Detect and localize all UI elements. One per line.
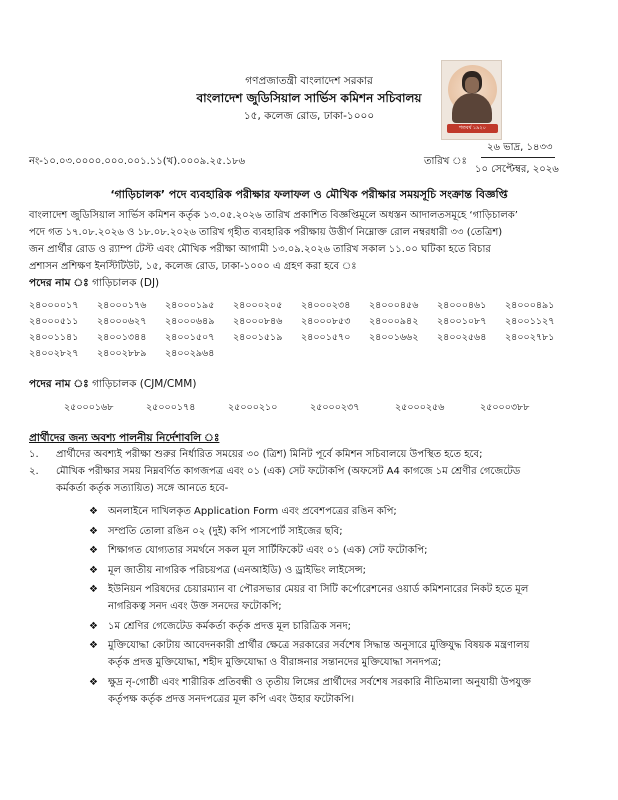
bullet-text: কর্তৃক প্রদত্ত মুক্তিযোদ্ধা, শহীদ মুক্তিযোদ্ধা ও বীরাঙ্গনার সন্তানদের মুক্তিযোদ্ধা সনদপত্র; [108, 657, 442, 668]
roll-number: ২৪০০২৭৮১ [505, 332, 555, 343]
paragraph-line: প্রশাসন প্রশিক্ষণ ইনস্টিটিউট, ১৫, কলেজ রোড, ঢাকা-১০০০ এ গ্রহণ করা হবে ঃ [29, 261, 357, 272]
roll-number: ২৪০০১০৮৭ [437, 316, 487, 327]
bullet-icon: ❖ [89, 640, 98, 651]
post-name: গাড়িচালক (CJM/CMM) [92, 378, 197, 390]
bullet-icon: ❖ [89, 545, 98, 556]
bullet-icon: ❖ [89, 621, 98, 632]
roll-number: ২৫০০০১৭৪ [146, 402, 196, 413]
logo-caption: শতবর্ষ ১৯২০ [447, 124, 498, 133]
roll-number: ২৪০০১৫১৯ [233, 332, 283, 343]
item-number: ১. [29, 449, 39, 460]
roll-number: ২৫০০০২৩৭ [310, 402, 360, 413]
roll-number: ২৪০০০০১৭ [29, 300, 79, 311]
roll-number: ২৪০০০৬৪৯ [165, 316, 215, 327]
bullet-text: ১ম শ্রেণির গেজেটেড কর্মকর্তা কর্তৃক প্রদত্ত মূল চারিত্রিক সনদ; [108, 621, 351, 632]
roll-number: ২৫০০০২৫৬ [395, 402, 445, 413]
item-number: ২. [29, 466, 39, 477]
post-title-cjm [29, 377, 196, 394]
roll-number: ২৪০০১৩৪৪ [97, 332, 147, 343]
notice-paragraph [29, 207, 569, 275]
item-text: প্রার্থীদের অবশ্যই পরীক্ষা শুরুর নির্ধারিত সময়ের ৩০ (ত্রিশ) মিনিট পূর্বে কমিশন সচিবালয়ে উপস্থিত হতে হবে; [56, 449, 483, 460]
roll-number: ২৪০০০৪৯১ [505, 300, 555, 311]
roll-number: ২৪০০২৮২৭ [29, 348, 79, 359]
item-text: কর্মকর্তা কর্তৃক সত্যায়িত) সঙ্গে আনতে হবে- [56, 483, 229, 494]
office-name: বাংলাদেশ জুডিসিয়াল সার্ভিস কমিশন সচিবালয় [196, 91, 422, 105]
date-english: ১০ সেপ্টেম্বর, ২০২৬ [475, 164, 559, 175]
roll-number: ২৪০০১৫৭০ [301, 332, 351, 343]
date-divider [481, 157, 555, 158]
item-text: মৌখিক পরীক্ষার সময় নিম্নবর্ণিত কাগজপত্র এবং ০১ (এক) সেট ফটোকপি (অফসেট A4 কাগজে ১ম শ্রেণীর গেজেটেড [56, 466, 521, 477]
paragraph-line: জন প্রার্থীর রোড ও র‌্যাম্প টেস্ট এবং মৌখিক পরীক্ষা আগামী ১৩.০৯.২০২৬ তারিখ সকাল ১১.০০ ঘটিকা হতে বিচার [29, 244, 491, 255]
paragraph-line: পদে গত ১৭.০৮.২০২৬ ও ১৮.০৮.২০২৬ তারিখ গৃহীত ব্যবহারিক পরীক্ষায় উত্তীর্ণ নিম্নোক্ত রোল নম্বরধারী ৩৩ (তেত্রিশ) [29, 227, 503, 238]
paragraph-line: বাংলাদেশ জুডিসিয়াল সার্ভিস কমিশন কর্তৃক ১৩.০৫.২০২৬ তারিখ প্রকাশিত বিজ্ঞপ্তিমূলে অধস্তন আদালতসমূহে ‘গাড়িচালক’ [29, 210, 518, 221]
bullet-text: শিক্ষাগত যোগ্যতার সমর্থনে সকল মূল সার্টিফিকেট এবং ০১ (এক) সেট ফটোকপি; [108, 545, 428, 556]
bullet-text: মূল জাতীয় নাগরিক পরিচয়পত্র (এনআইডি) ও ড্রাইভিং লাইসেন্স; [108, 565, 366, 576]
bullet-text: মুক্তিযোদ্ধা কোটায় আবেদনকারী প্রার্থীর ক্ষেত্রে সরকারের সর্বশেষ সিদ্ধান্ত অনুসারে মুক্তিযুদ্ধ বিষয়ক মন্ত্রণালয় [108, 640, 530, 651]
roll-number: ২৪০০০৮৫৩ [301, 316, 351, 327]
roll-number: ২৪০০০৮৪৬ [233, 316, 283, 327]
roll-number: ২৪০০১৫০৭ [165, 332, 215, 343]
post-name: গাড়িচালক (DJ) [92, 277, 160, 289]
bullet-text: ক্ষুদ্র নৃ-গোষ্ঠী এবং শারীরিক প্রতিবন্ধী ও তৃতীয় লিঙ্গের প্রার্থীদের সর্বশেষ সরকারি নীতিমালা অনুযায়ী উপযুক্ত [108, 677, 531, 688]
post-label: পদের নাম ঃ [29, 378, 89, 390]
roll-number: ২৪০০১১২৭ [505, 316, 555, 327]
bullet-icon: ❖ [89, 565, 98, 576]
roll-number: ২৪০০১৬৬২ [369, 332, 419, 343]
roll-number: ২৪০০০২৩৪ [301, 300, 351, 311]
roll-number: ২৪০০২৯৬৪ [165, 348, 215, 359]
roll-number: ২৪০০০২০৫ [233, 300, 283, 311]
memo-number: নং-১০.০৩.০০০০.০০০.০০১.১১(খ).০০০৯.২৫.১৮৬ [29, 156, 246, 167]
date-label: তারিখ ঃ [424, 156, 467, 167]
roll-number: ২৪০০২৫৬৪ [437, 332, 487, 343]
roll-number: ২৪০০০১৭৬ [97, 300, 147, 311]
bullet-text: নাগরিকত্ব সনদ এবং উক্ত সনদের ফটোকপি; [108, 601, 282, 612]
roll-number: ২৪০০০৪৬১ [437, 300, 487, 311]
office-address: ১৫, কলেজ রোড, ঢাকা-১০০০ [243, 110, 375, 122]
instructions-title: প্রার্থীদের জন্য অবশ্য পালনীয় নির্দেশাবলি ঃ [29, 432, 220, 444]
bullet-icon: ❖ [89, 677, 98, 688]
post-label: পদের নাম ঃ [29, 277, 89, 289]
portrait-logo [441, 60, 502, 140]
government-name: গণপ্রজাতন্ত্রী বাংলাদেশ সরকার [245, 75, 373, 87]
roll-number: ২৫০০০২১০ [228, 402, 278, 413]
roll-number: ২৪০০০৬২৭ [97, 316, 147, 327]
bullet-text: অনলাইনে দাখিলকৃত Application Form এবং প্রবেশপত্রের রঙিন কপি; [108, 506, 397, 517]
notice-title: ‘গাড়িচালক’ পদে ব্যবহারিক পরীক্ষার ফলাফল ও মৌখিক পরীক্ষার সময়সূচি সংক্রান্ত বিজ্ঞপ্তি [110, 188, 508, 201]
bullet-text: কর্তৃপক্ষ কর্তৃক প্রদত্ত সনদপত্রের মূল কপি এবং উহার ফটোকপি। [108, 694, 355, 705]
roll-number: ২৪০০০৪৫৬ [369, 300, 419, 311]
roll-number: ২৪০০২৮৮৯ [97, 348, 147, 359]
post-title-dj [29, 276, 159, 293]
bullet-icon: ❖ [89, 584, 98, 595]
roll-number: ২৪০০০১৯৫ [165, 300, 215, 311]
roll-number: ২৫০০০১৬৮ [64, 402, 114, 413]
bullet-text: ইউনিয়ন পরিষদের চেয়ারম্যান বা পৌরসভার মেয়র বা সিটি কর্পোরেশনের ওয়ার্ড কমিশনারের নিকট হতে মূল [108, 584, 529, 595]
bullet-icon: ❖ [89, 506, 98, 517]
roll-number: ২৪০০০৯৪২ [369, 316, 419, 327]
roll-number: ২৪০০১১৪১ [29, 332, 79, 343]
roll-number: ২৪০০০৫১১ [29, 316, 79, 327]
date-bangla: ২৬ ভাদ্র, ১৪৩৩ [487, 142, 553, 153]
roll-number: ২৫০০০৩৮৮ [480, 402, 530, 413]
bullet-text: সম্প্রতি তোলা রঙিন ০২ (দুই) কপি পাসপোর্ট সাইজের ছবি; [108, 526, 343, 537]
bullet-icon: ❖ [89, 526, 98, 537]
